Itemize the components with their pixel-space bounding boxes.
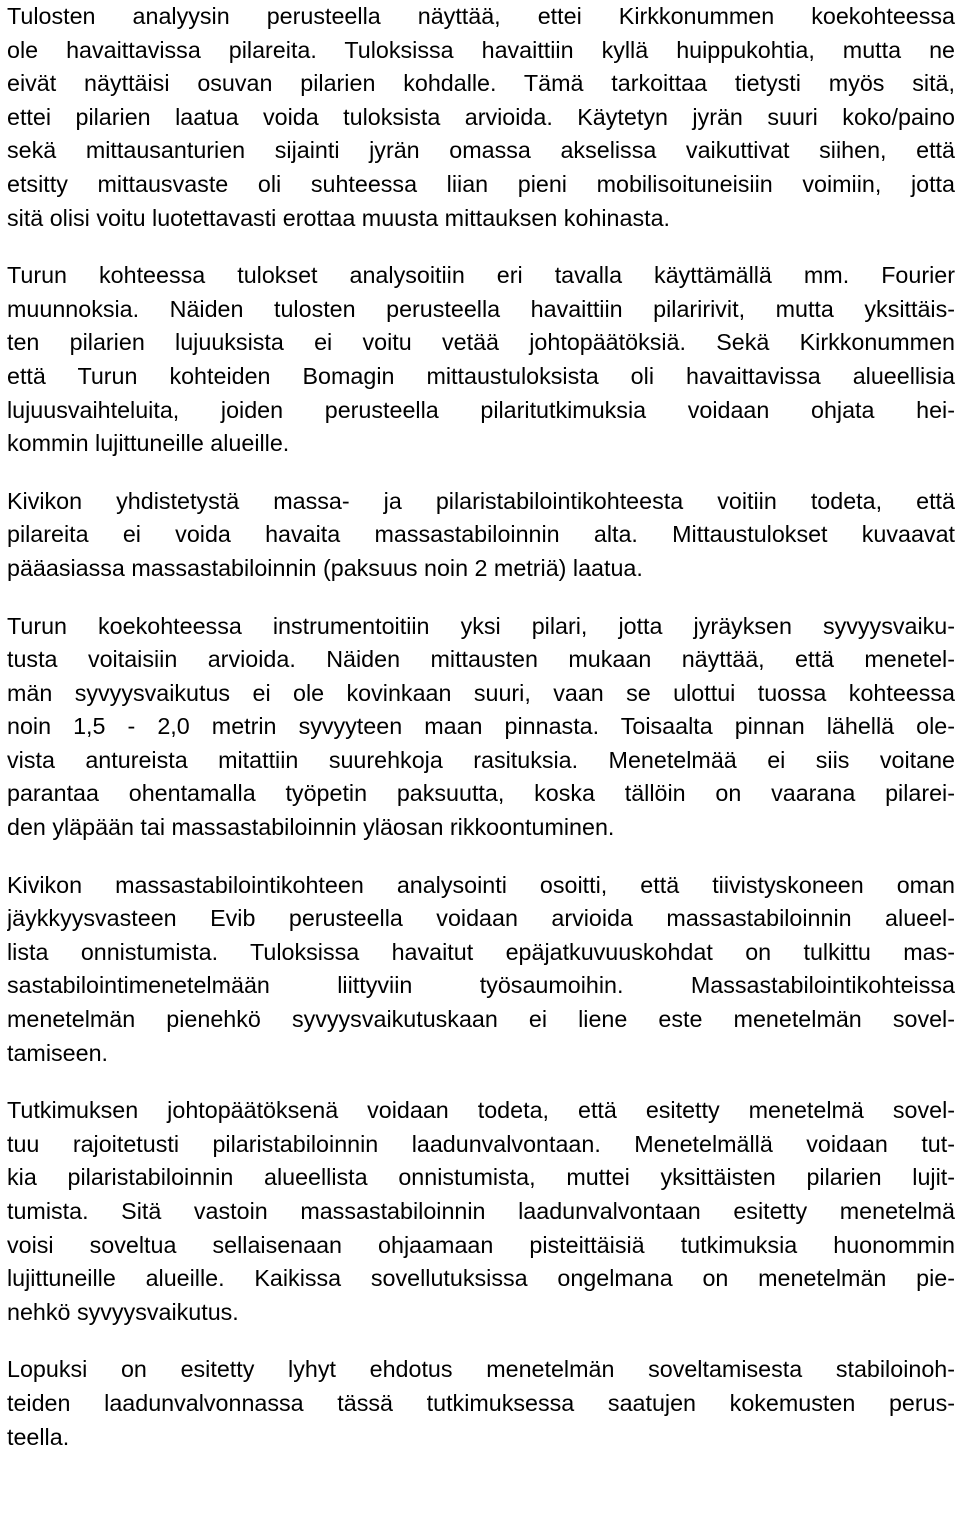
text-line: teella. [7,1423,70,1450]
text-line: etsitty mittausvaste oli suhteessa liian pieni mobilisoituneisiin voimiin, jotta [7,170,955,197]
text-line: Lopuksi on esitetty lyhyt ehdotus menetelmän soveltamisesta stabiloinoh- [7,1356,955,1383]
text-line: ole havaittavissa pilareita. Tuloksissa havaittiin kyllä huippukohtia, mutta ne [7,36,955,63]
paragraph-7 [7,1353,955,1454]
text-line: lujuusvaihteluita, joiden perusteella pilaritutkimuksia voidaan ohjata hei- [7,396,955,423]
text-line: pilareita ei voida havaita massastabiloinnin alta. Mittaustulokset kuvaavat [7,521,955,548]
text-line: tuu rajoitetusti pilaristabiloinnin laadunvalvontaan. Menetelmällä voidaan tut- [7,1130,955,1157]
text-line: Turun kohteessa tulokset analysoitiin eri tavalla käyttämällä mm. Fourier [7,262,955,289]
text-line: ten pilarien lujuuksista ei voitu vetää johtopäätöksiä. Sekä Kirkkonummen [7,329,955,356]
paragraph-6 [7,1094,955,1329]
paragraph-3 [7,485,955,586]
text-line: Tutkimuksen johtopäätöksenä voidaan todeta, että esitetty menetelmä sovel- [7,1097,955,1124]
text-line: lujittuneille alueille. Kaikissa sovellutuksissa ongelmana on menetelmän pie- [7,1265,955,1292]
text-line: noin 1,5 - 2,0 metrin syvyyteen maan pinnasta. Toisaalta pinnan lähellä ole- [7,713,955,740]
text-line: Kivikon massastabilointikohteen analysointi osoitti, että tiivistyskoneen oman [7,871,955,898]
text-line: nehkö syvyysvaikutus. [7,1298,239,1325]
text-line: den yläpään tai massastabiloinnin yläosan rikkoontuminen. [7,814,615,841]
text-line: eivät näyttäisi osuvan pilarien kohdalle. Tämä tarkoittaa tietysti myös sitä, [7,70,955,97]
text-line: tumista. Sitä vastoin massastabiloinnin laadunvalvontaan esitetty menetelmä [7,1198,955,1224]
text-line: Kivikon yhdistetystä massa- ja pilaristabilointikohteesta voitiin todeta, että [7,487,955,514]
text-line: pääasiassa massastabiloinnin (paksuus noin 2 metriä) laatua. [7,554,643,581]
paragraph-4 [7,610,955,845]
text-line: muunnoksia. Näiden tulosten perusteella havaittiin pilaririvit, mutta yksittäis- [7,295,955,322]
text-line: tusta voitaisiin arvioida. Näiden mittausten mukaan näyttää, että menetel- [7,646,955,673]
paragraph-5 [7,869,955,1071]
text-line: sekä mittausanturien sijainti jyrän omassa akselissa vaikuttivat siihen, että [7,137,955,164]
text-line: Tulosten analyysin perusteella näyttää, ettei Kirkkonummen koekohteessa [7,3,955,29]
document-page [7,0,955,1518]
text-line: män syvyysvaikutus ei ole kovinkaan suuri, vaan se ulottui tuossa kohteessa [7,679,955,706]
text-line: kia pilaristabiloinnin alueellista onnistumista, muttei yksittäisten pilarien lujit- [7,1164,955,1191]
text-line: tamiseen. [7,1039,109,1066]
text-line: parantaa ohentamalla työpetin paksuutta, koska tällöin on vaarana pilarei- [7,780,955,807]
text-line: Turun koekohteessa instrumentoitiin yksi pilari, jotta jyräyksen syvyysvaiku- [7,612,955,639]
text-line: voisi soveltua sellaisenaan ohjaamaan pisteittäisiä tutkimuksia huonommin [7,1231,955,1258]
paragraph-1 [7,0,955,235]
text-line: ettei pilarien laatua voida tuloksista arvioida. Käytetyn jyrän suuri koko/paino [7,103,955,130]
text-line: jäykkyysvasteen Evib perusteella voidaan arvioida massastabiloinnin alueel- [7,905,955,932]
text-line: lista onnistumista. Tuloksissa havaitut epäjatkuvuuskohdat on tulkittu mas- [7,938,955,965]
text-line: sitä olisi voitu luotettavasti erottaa muusta mittauksen kohinasta. [7,204,671,231]
text-line: että Turun kohteiden Bomagin mittaustuloksista oli havaittavissa alueellisia [7,362,955,389]
text-line: kommin lujittuneille alueille. [7,430,290,457]
text-line: menetelmän pienehkö syvyysvaikutuskaan ei liene este menetelmän sovel- [7,1006,955,1033]
paragraph-2 [7,259,955,461]
text-line: vista antureista mitattiin suurehkoja rasituksia. Menetelmää ei siis voitane [7,746,955,773]
text-line: teiden laadunvalvonnassa tässä tutkimuksessa saatujen kokemusten perus- [7,1389,955,1416]
text-line: sastabilointimenetelmään liittyviin työsaumoihin. Massastabilointikohteissa [7,972,955,999]
